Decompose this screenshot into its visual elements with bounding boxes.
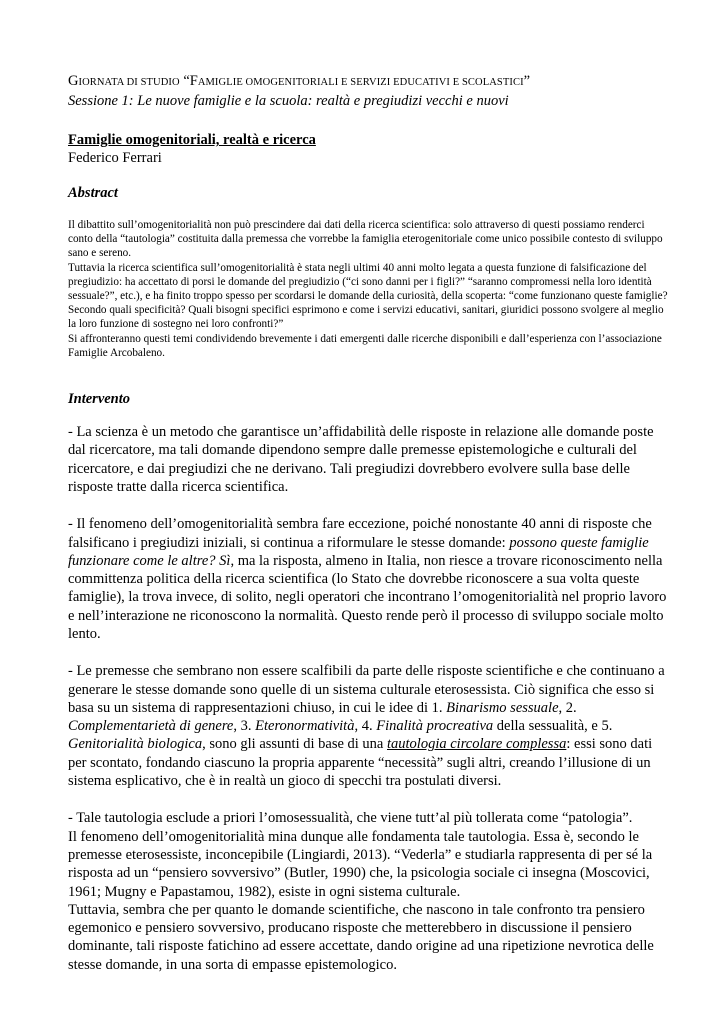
emphasis-text: Complementarietà di genere	[68, 718, 234, 735]
talk-author: Federico Ferrari	[68, 150, 162, 166]
paragraph-line: Tuttavia, sembra che per quanto le domande scientifiche, che nascono in tale confronto tra pensiero egemonico e pensiero sovversivo, producano risposte che metterebbero in discussione il pensiero dominante, tali risposte fatichino ad essere accettate, dando origine ad una ripetizione nevrotica delle stesse domande, in una sorta di empasse epistemologico.	[68, 901, 654, 973]
intervento-paragraph-2	[68, 515, 668, 643]
intervento-paragraph-3	[68, 662, 668, 790]
paragraph-line: - Tale tautologia esclude a priori l’omosessualità, che viene tutt’al più tollerata come “patologia”.	[68, 810, 633, 827]
document-page	[68, 72, 668, 974]
talk-title: Famiglie omogenitoriali, realtà e ricerca	[68, 132, 316, 148]
emphasis-text: Binarismo sessuale	[446, 699, 559, 716]
abstract-heading: Abstract	[68, 185, 118, 201]
conference-title-quote-open: “F	[179, 73, 198, 89]
paragraph-text: , ma la risposta, almeno in Italia, non riesce a trovare riconoscimento nella committenza politica della ricerca scientifica (lo Stato che dovrebbe riconoscere a sua volta queste famiglie), la trova invece, di solito, negli operatori che incontrano l’omogenitorialità nel proprio lavoro e nell’interazione ne riconoscono la normalità. Questo rende però il processo di sviluppo sociale molto lento.	[68, 552, 667, 642]
emphasis-text: Eteronormatività	[255, 718, 355, 735]
abstract-body	[68, 218, 668, 360]
emphasis-text: possono queste famiglie funzionare come le altre? Sì	[68, 534, 649, 569]
session-title: Sessione 1: Le nuove famiglie e la scuola: realtà e pregiudizi vecchi e nuovi	[68, 93, 509, 109]
intervento-paragraph-4	[68, 809, 668, 974]
emphasis-text: Genitorialità biologica	[68, 736, 203, 753]
underlined-emphasis-text: tautologia circolare complessa	[387, 736, 567, 753]
intervento-paragraph-1: - La scienza è un metodo che garantisce un’affidabilità delle risposte in relazione alle domande poste dal ricercatore, ma tali domande dipendono sempre dalle premesse epistemologiche e culturali del ricercatore, e dai pregiudizi che ne derivano. Tali pregiudizi dovrebbero evolvere sulla base delle risposte tratte dalla ricerca scientifica.	[68, 424, 654, 495]
paragraph-text: - Le premesse che sembrano non essere scalfibili da parte delle risposte scientifiche e che continuano a generare le stesse domande sono quelle di un sistema culturale eterosessista. Ciò significa che esso si basa su un sistema di rappresentazioni chiuso, in cui le idee di 1.	[68, 663, 665, 716]
conference-title-smallcaps-2: AMIGLIE OMOGENITORIALI E SERVIZI EDUCATIVI E SCOLASTICI	[197, 77, 524, 88]
conference-title	[68, 72, 668, 92]
paragraph-text: della sessualità, e 5.	[493, 718, 613, 735]
conference-title-quote-close: ”	[523, 73, 531, 89]
paragraph-text: , sono gli assunti di base di una	[202, 736, 387, 753]
abstract-paragraph: Tuttavia la ricerca scientifica sull’omogenitorialità è stata negli ultimi 40 anni molto legata a questa funzione di falsificazione del pregiudizio: ha accettato di porsi le domande del pregiudizio (“ci sono danni per i figli?” “saranno compromessi nella loro identità sessuale?”, etc.), e ha finito troppo spesso per scordarsi le domande della curiosità, della scoperta: “come funzionano queste famiglie? Secondo quali specificità? Quali bisogni specifici esprimono e come i servizi educativi, sanitari, giuridici possono svolgere al meglio la loro funzione di sostegno nei loro confronti?”	[68, 261, 668, 331]
intervento-heading: Intervento	[68, 391, 131, 408]
paragraph-text: : essi sono dati per scontato, fondando ciascuno la propria apparente “necessità” sugli altri, creando l’illusione di un sistema esplicativo, che è in realtà un gioco di specchi tra postulati diversi.	[68, 736, 653, 790]
conference-title-initial: G	[68, 73, 79, 89]
conference-title-smallcaps-1: IORNATA DI STUDIO	[78, 77, 180, 88]
paragraph-text: , 4.	[354, 718, 377, 735]
paragraph-line: Il fenomeno dell’omogenitorialità mina dunque alle fondamenta tale tautologia. Essa è, secondo le premesse eterosessiste, inconcepibile (Lingiardi, 2013). “Vederla” e studiarla rappresenta di per sé la risposta ad un “pensiero sovversivo” (Butler, 1990) che, la psicologia sociale ci insegna (Moscovici, 1961; Mugny e Papastamou, 1982), esiste in ogni sistema culturale.	[68, 828, 653, 900]
paragraph-text: , 2.	[558, 699, 577, 716]
abstract-paragraph: Si affronteranno questi temi condividendo brevemente i dati emergenti dalle ricerche disponibili e dall’esperienza con l’associazione Famiglie Arcobaleno.	[68, 332, 662, 359]
abstract-paragraph: Il dibattito sull’omogenitorialità non può prescindere dai dati della ricerca scientifica: solo attraverso di questi possiamo renderci conto della “tautologia” costituita dalla premessa che vorrebbe la famiglia eterogenitoriale come unico possibile contesto di sviluppo sano e sereno.	[68, 219, 663, 260]
paragraph-text: , 3.	[233, 718, 256, 735]
emphasis-text: Finalità procreativa	[376, 718, 494, 735]
paragraph-text: - Il fenomeno dell’omogenitorialità sembra fare eccezione, poiché nonostante 40 anni di risposte che falsificano i pregiudizi iniziali, si continua a riformulare le stesse domande:	[68, 516, 652, 551]
